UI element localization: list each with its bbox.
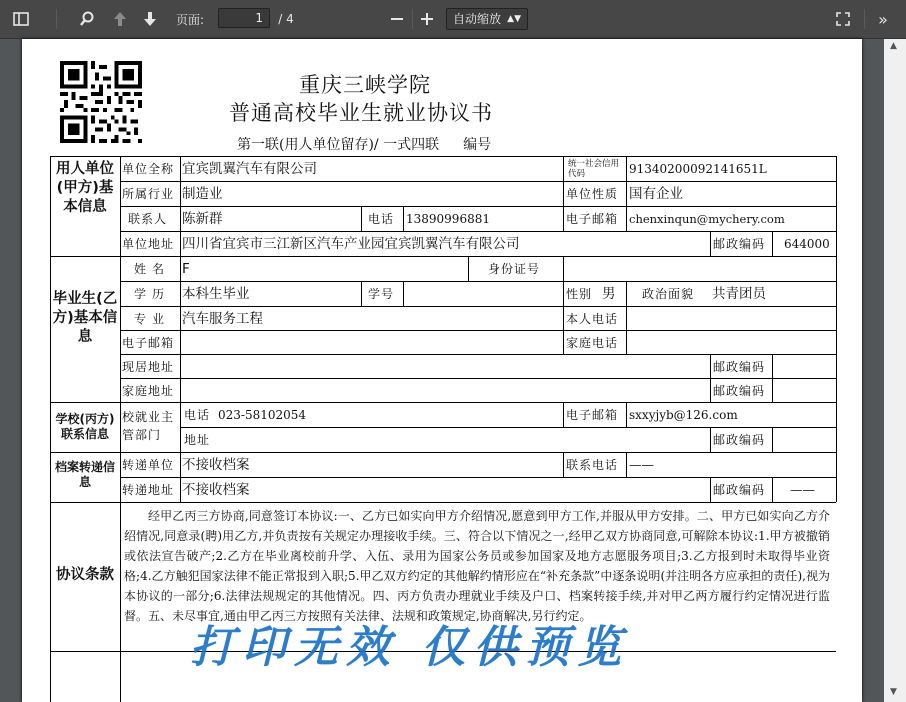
graduate-name-label: 姓名 bbox=[134, 262, 171, 276]
current-postcode-label: 邮政编码 bbox=[713, 360, 766, 374]
next-page-icon[interactable] bbox=[138, 8, 162, 30]
employment-dept-label: 校就业主管部门 bbox=[122, 410, 175, 442]
graduate-name-value: F bbox=[182, 261, 190, 277]
mobile-label: 本人电话 bbox=[566, 312, 619, 326]
unit-nature-value: 国有企业 bbox=[629, 186, 683, 202]
major-label: 专业 bbox=[134, 312, 171, 326]
scroll-down-icon[interactable]: ▼ bbox=[890, 687, 897, 697]
employer-name-value: 宜宾凯翼汽车有限公司 bbox=[182, 161, 317, 177]
zoom-in-icon[interactable] bbox=[416, 8, 438, 30]
home-address-label: 家庭地址 bbox=[122, 384, 175, 398]
school-address-label: 地址 bbox=[184, 433, 211, 447]
employer-phone-label: 电话 bbox=[368, 212, 395, 226]
gender-value: 男 bbox=[602, 286, 616, 302]
qr-code-icon bbox=[60, 61, 142, 143]
school-email-label: 电子邮箱 bbox=[566, 408, 619, 422]
school-postcode-label: 邮政编码 bbox=[713, 433, 766, 447]
pdf-page bbox=[22, 39, 862, 702]
education-label: 学历 bbox=[134, 287, 171, 301]
employer-postcode-value: 644000 bbox=[784, 237, 830, 251]
number-label: 编号 bbox=[463, 137, 492, 153]
vertical-scrollbar[interactable] bbox=[884, 39, 906, 702]
transfer-unit-value: 不接收档案 bbox=[182, 457, 250, 473]
terms-section-heading: 协议条款 bbox=[56, 567, 114, 583]
pdf-toolbar bbox=[0, 0, 906, 39]
home-postcode-label: 邮政编码 bbox=[713, 384, 766, 398]
archive-postcode-value: —— bbox=[790, 482, 815, 497]
employer-phone-value: 13890996881 bbox=[406, 212, 490, 226]
employer-name-label: 单位全称 bbox=[122, 162, 175, 176]
unit-nature-label: 单位性质 bbox=[566, 187, 619, 201]
page-total: / 4 bbox=[278, 12, 294, 26]
school-phone-value: 023-58102054 bbox=[218, 408, 307, 422]
more-tools-icon[interactable]: » bbox=[878, 9, 888, 29]
student-id-label: 学号 bbox=[368, 287, 395, 301]
contact-person-label: 联系人 bbox=[128, 212, 168, 226]
employer-postcode-label: 邮政编码 bbox=[713, 237, 766, 251]
employer-email-label: 电子邮箱 bbox=[566, 212, 619, 226]
education-value: 本科生毕业 bbox=[182, 286, 250, 302]
preview-watermark: 打印无效 仅供预览 bbox=[190, 622, 630, 673]
credit-code-label: 统一社会信用代码 bbox=[568, 159, 620, 179]
political-status-value: 共青团员 bbox=[712, 286, 766, 302]
school-section-heading: 学校(丙方)联系信息 bbox=[55, 412, 115, 441]
archive-contact-label: 联系电话 bbox=[566, 458, 619, 472]
transfer-address-label: 转递地址 bbox=[122, 483, 175, 497]
chevron-updown-icon: ▲▼ bbox=[507, 14, 521, 24]
doc-title-agreement: 普通高校毕业生就业协议书 bbox=[229, 101, 493, 125]
gender-label: 性别 bbox=[566, 287, 593, 301]
zoom-select[interactable] bbox=[446, 8, 528, 30]
school-email-value: sxxyjyb@126.com bbox=[629, 408, 738, 422]
zoom-out-icon[interactable] bbox=[386, 8, 408, 30]
id-number-label: 身份证号 bbox=[488, 262, 541, 276]
prev-page-icon[interactable] bbox=[108, 8, 132, 30]
page-number-input[interactable]: 1 bbox=[218, 8, 270, 28]
archive-contact-value: —— bbox=[629, 457, 654, 472]
contact-person-value: 陈新群 bbox=[182, 211, 223, 227]
sidebar-toggle-icon[interactable] bbox=[8, 8, 34, 30]
archive-section-heading: 档案转递信息 bbox=[54, 460, 115, 489]
zoom-select-value: 自动缩放 bbox=[453, 12, 502, 26]
scroll-up-icon[interactable]: ▲ bbox=[890, 41, 897, 51]
doc-title-school: 重庆三峡学院 bbox=[299, 73, 431, 97]
political-status-label: 政治面貌 bbox=[642, 287, 695, 301]
copy-note: 第一联(用人单位留存)/ 一式四联 bbox=[237, 137, 440, 153]
graduate-section-heading: 毕业生(乙方)基本信息 bbox=[52, 291, 118, 345]
doc-subtitle bbox=[237, 134, 491, 154]
graduate-email-label: 电子邮箱 bbox=[122, 336, 175, 350]
industry-value: 制造业 bbox=[182, 186, 223, 202]
search-icon[interactable] bbox=[74, 8, 100, 30]
transfer-unit-label: 转递单位 bbox=[122, 458, 175, 472]
fullscreen-icon[interactable] bbox=[832, 8, 854, 30]
employer-section-heading: 用人单位(甲方)基本信息 bbox=[56, 161, 114, 215]
industry-label: 所属行业 bbox=[122, 187, 175, 201]
terms-text: 经甲乙丙三方协商,同意签订本协议:一、乙方已如实向甲方介绍情况,愿意到甲方工作,并服从甲方安排。二、甲方已如实向乙方介绍情况,同意录(聘)用乙方,并负责按有关规定办理接收手续。三、符合以下情况之一,经甲乙双方协商同意,可解除本协议:1.甲方被撤销或依法宣告破产;2.乙方在毕业离校前升学、入伍、录用为国家公务员或参加国家及地方志愿服务项目;3.乙方报到时未取得毕业资格;4.乙方触犯国家法律不能正常报到入职;5.甲乙双方约定的其他解约情形应在“补充条款”中逐条说明(并注明各方应承担的责任),视为本协议的一部分;6.法律法规规定的其他情况。四、丙方负责办理就业手续及户口、档案转接手续,并对甲乙两方履行约定情况进行监督。五、未尽事宜,通由甲乙丙三方按照有关法律、法规和政策规定,协商解决,另行约定。 bbox=[124, 509, 830, 623]
current-address-label: 现居地址 bbox=[122, 360, 175, 374]
home-phone-label: 家庭电话 bbox=[566, 336, 619, 350]
credit-code-value: 91340200092141651L bbox=[629, 162, 767, 176]
employer-address-label: 单位地址 bbox=[122, 237, 175, 251]
employer-address-value: 四川省宜宾市三江新区汽车产业园宜宾凯翼汽车有限公司 bbox=[182, 236, 520, 252]
employer-email-value: chenxinqun@mychery.com bbox=[629, 212, 785, 226]
transfer-address-value: 不接收档案 bbox=[182, 482, 250, 498]
archive-postcode-label: 邮政编码 bbox=[713, 483, 766, 497]
school-phone-label: 电话 bbox=[184, 408, 211, 422]
page-label: 页面: bbox=[175, 12, 205, 27]
major-value: 汽车服务工程 bbox=[182, 311, 263, 327]
